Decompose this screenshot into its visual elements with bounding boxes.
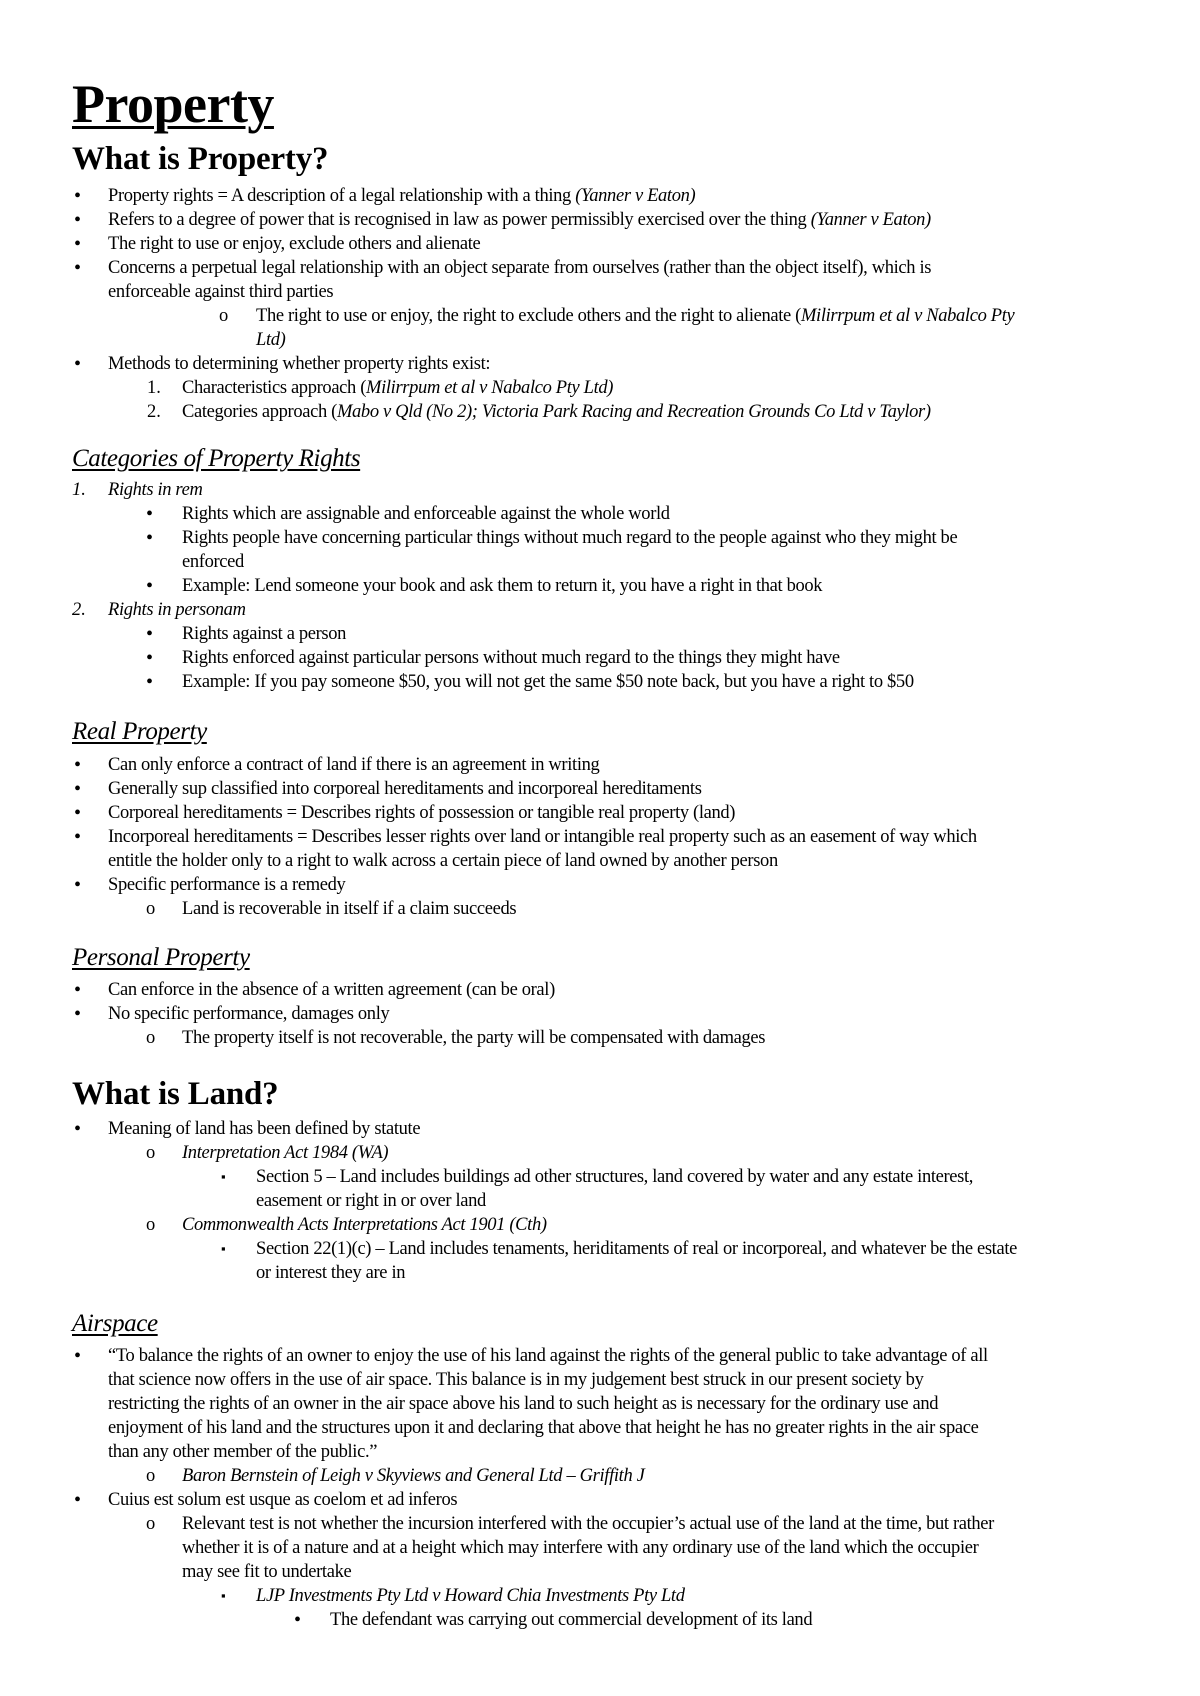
numbered-item: Categories approach (Mabo v Qld (No 2); Victoria Park Racing and Recreation Grounds Co Ltd v Taylor) [182,402,931,422]
sub-list-item: The right to use or enjoy, the right to exclude others and the right to alienate (Milirrpum et al v Nabalco Pty [256,306,1015,326]
list-item: Example: Lend someone your book and ask them to return it, you have a right in that book [182,576,823,596]
quote-line: enjoyment of his land and the structures upon it and declaring that above that height he has no greater rights in the air space [108,1418,979,1438]
bullet-marker: • [74,754,82,776]
list-item-continued: enforced [182,552,244,572]
quote-line: than any other member of the public.” [108,1442,378,1462]
number-marker: 1. [72,480,86,500]
bullet-marker: • [74,826,82,848]
sub-list-item: Commonwealth Acts Interpretations Act 1901 (Cth) [182,1215,547,1235]
list-item: Meaning of land has been defined by statute [108,1119,421,1139]
sub-list-item-continued: Ltd) [256,330,286,350]
category-label: Rights in personam [108,600,246,620]
case-citation: LJP Investments Pty Ltd v Howard Chia Investments Pty Ltd [256,1586,685,1606]
case-citation: Baron Bernstein of Leigh v Skyviews and General Ltd – Griffith J [182,1466,645,1486]
list-item: Can enforce in the absence of a written agreement (can be oral) [108,980,555,1000]
bullet-marker: • [294,1609,302,1631]
heading-what-is-property: What is Property? [72,141,329,177]
circle-marker: o [219,306,229,326]
list-item: Rights enforced against particular persons without much regard to the things they might have [182,648,840,668]
list-item: Rights against a person [182,624,347,644]
quote-line: “To balance the rights of an owner to enjoy the use of his land against the rights of the general public to take advantage of all [108,1346,988,1366]
square-marker: ▪ [221,1241,226,1256]
sub-list-item-continued: may see fit to undertake [182,1562,352,1582]
bullet-marker: • [74,1345,82,1367]
bullet-marker: • [74,874,82,896]
number-marker: 2. [147,402,161,422]
bullet-marker: • [146,527,154,549]
heading-what-is-land: What is Land? [72,1076,279,1112]
list-item: Cuius est solum est usque as coelom et ad inferos [108,1490,458,1510]
bullet-marker: • [74,185,82,207]
bullet-marker: • [74,1003,82,1025]
bullet-marker: • [74,1118,82,1140]
quote-line: restricting the rights of an owner in the air space above his land to such height as is necessary for the ordinary use and [108,1394,939,1414]
circle-marker: o [146,1028,156,1048]
number-marker: 1. [147,378,161,398]
list-item: Generally sup classified into corporeal hereditaments and incorporeal hereditaments [108,779,702,799]
bullet-marker: • [74,233,82,255]
circle-marker: o [146,1215,156,1235]
circle-marker: o [146,1514,156,1534]
list-item: Rights people have concerning particular things without much regard to the people against who they might be [182,528,958,548]
list-item: No specific performance, damages only [108,1004,390,1024]
sub-sub-list-item-continued: or interest they are in [256,1263,406,1283]
numbered-item: Characteristics approach (Milirrpum et al v Nabalco Pty Ltd) [182,378,614,398]
quote-line: that science now offers in the use of air space. This balance is in my judgement best struck in our present society by [108,1370,924,1390]
list-item: The right to use or enjoy, exclude others and alienate [108,234,481,254]
bullet-marker: • [146,575,154,597]
sub-sub-list-item: Section 5 – Land includes buildings ad other structures, land covered by water and any estate interest, [256,1167,974,1187]
list-item: Refers to a degree of power that is recognised in law as power permissibly exercised over the thing (Yanner v Eaton) [108,210,931,230]
list-item: Specific performance is a remedy [108,875,346,895]
sub-sub-list-item-continued: easement or right in or over land [256,1191,486,1211]
heading-categories-of-property-rights: Categories of Property Rights [72,445,361,472]
page-title: Property [72,74,274,134]
list-item: Corporeal hereditaments = Describes rights of possession or tangible real property (land) [108,803,736,823]
circle-marker: o [146,1143,156,1163]
bullet-marker: • [74,209,82,231]
list-item: Rights which are assignable and enforceable against the whole world [182,504,670,524]
bullet-marker: • [74,1489,82,1511]
bullet-marker: • [74,778,82,800]
sub-list-item: Relevant test is not whether the incursion interfered with the occupier’s actual use of the land at the time, but rather [182,1514,994,1534]
square-marker: ▪ [221,1169,226,1184]
bullet-marker: • [146,503,154,525]
list-item-continued: enforceable against third parties [108,282,334,302]
list-item: The defendant was carrying out commercial development of its land [330,1610,813,1630]
bullet-marker: • [146,623,154,645]
sub-list-item-continued: whether it is of a nature and at a height which may interfere with any ordinary use of the land which the occupier [182,1538,979,1558]
bullet-marker: • [146,647,154,669]
bullet-marker: • [74,802,82,824]
list-item: Concerns a perpetual legal relationship with an object separate from ourselves (rather than the object itself), which is [108,258,932,278]
square-marker: ▪ [221,1588,226,1603]
bullet-marker: • [146,671,154,693]
circle-marker: o [146,1466,156,1486]
list-item: Methods to determining whether property rights exist: [108,354,491,374]
sub-sub-list-item: Section 22(1)(c) – Land includes tenaments, heriditaments of real or incorporeal, and whatever be the estate [256,1239,1017,1259]
circle-marker: o [146,899,156,919]
heading-real-property: Real Property [72,718,207,745]
list-item-continued: entitle the holder only to a right to walk across a certain piece of land owned by another person [108,851,778,871]
list-item: Example: If you pay someone $50, you will not get the same $50 note back, but you have a right to $50 [182,672,914,692]
category-label: Rights in rem [108,480,203,500]
number-marker: 2. [72,600,86,620]
heading-personal-property: Personal Property [72,944,250,971]
bullet-marker: • [74,353,82,375]
sub-list-item: The property itself is not recoverable, the party will be compensated with damages [182,1028,766,1048]
bullet-marker: • [74,257,82,279]
heading-airspace: Airspace [72,1310,158,1337]
list-item: Property rights = A description of a legal relationship with a thing (Yanner v Eaton) [108,186,696,206]
bullet-marker: • [74,979,82,1001]
sub-list-item: Land is recoverable in itself if a claim succeeds [182,899,517,919]
sub-list-item: Interpretation Act 1984 (WA) [182,1143,389,1163]
list-item: Incorporeal hereditaments = Describes lesser rights over land or intangible real property such as an easement of way which [108,827,977,847]
list-item: Can only enforce a contract of land if there is an agreement in writing [108,755,600,775]
